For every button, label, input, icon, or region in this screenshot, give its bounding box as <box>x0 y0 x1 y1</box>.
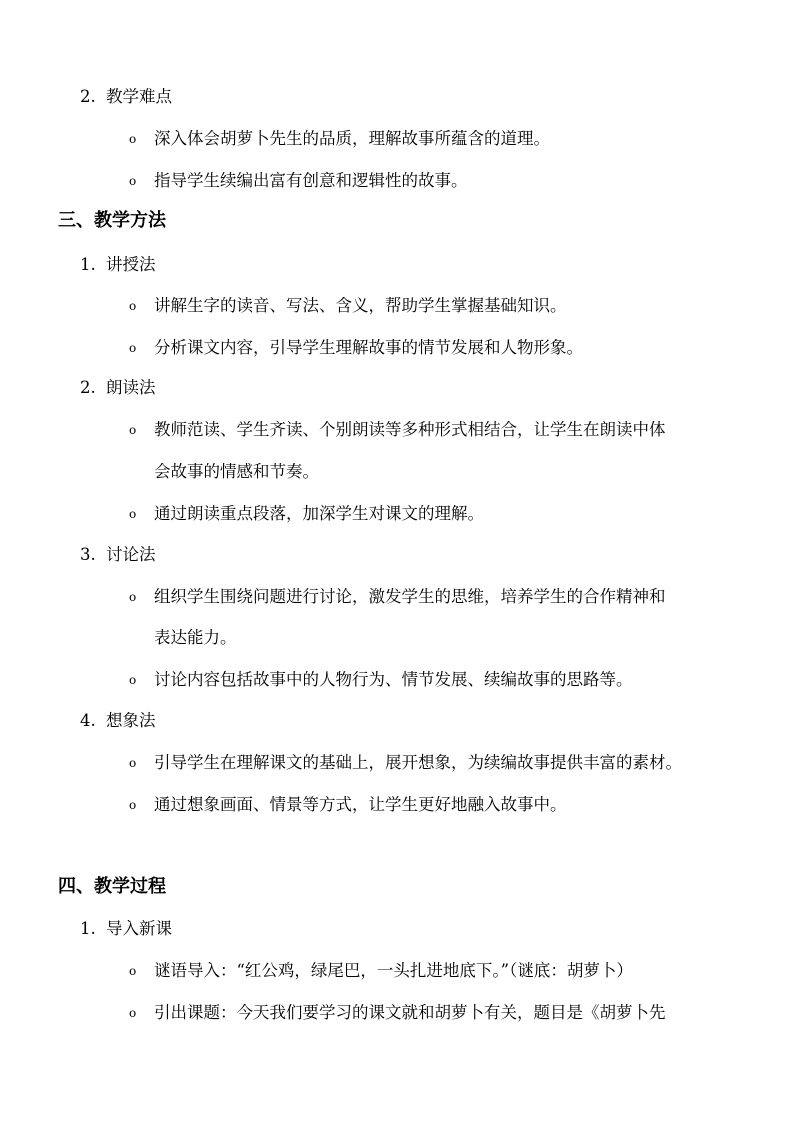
item-number: 2. <box>80 378 96 397</box>
bullet-icon: o <box>129 507 137 521</box>
bullet-icon: o <box>129 673 137 687</box>
item-number: 3. <box>80 545 96 564</box>
bullet-text: 教师范读、学生齐读、个别朗读等多种形式相结合，让学生在朗读中体 <box>154 420 666 439</box>
bullet-text: 引出课题：今天我们要学习的课文就和胡萝卜有关，题目是《胡萝卜先 <box>154 1003 666 1022</box>
item-label: 朗读法 <box>106 378 156 397</box>
bullet-text: 讨论内容包括故事中的人物行为、情节发展、续编故事的思路等。 <box>154 670 633 689</box>
bullet-text: 通过想象画面、情景等方式，让学生更好地融入故事中。 <box>154 795 567 814</box>
bullet-icon: o <box>129 756 137 770</box>
bullet-text: 谜语导入：“红公鸡，绿尾巴，一头扎进地底下。”（谜底：胡萝卜） <box>154 961 633 980</box>
item-label: 讲授法 <box>106 255 156 274</box>
bullet-text: 指导学生续编出富有创意和逻辑性的故事。 <box>154 171 468 190</box>
bullet-icon: o <box>129 798 137 812</box>
bullet-icon: o <box>129 174 137 188</box>
item-label: 教学难点 <box>106 87 172 106</box>
bullet-icon: o <box>129 132 137 146</box>
bullet-icon: o <box>129 341 137 355</box>
bullet-icon: o <box>129 1006 137 1020</box>
bullet-icon: o <box>129 590 137 604</box>
bullet-text: 表达能力。 <box>154 628 237 647</box>
section-heading: 四、教学过程 <box>58 876 166 897</box>
bullet-text: 分析课文内容，引导学生理解故事的情节发展和人物形象。 <box>154 338 583 357</box>
item-number: 4. <box>80 711 96 730</box>
bullet-icon: o <box>129 423 137 437</box>
section-heading: 三、教学方法 <box>58 210 166 231</box>
bullet-text: 深入体会胡萝卜先生的品质，理解故事所蕴含的道理。 <box>154 129 550 148</box>
item-number: 1. <box>80 919 96 938</box>
item-label: 想象法 <box>106 711 156 730</box>
bullet-icon: o <box>129 299 137 313</box>
item-label: 导入新课 <box>106 919 172 938</box>
bullet-text: 组织学生围绕问题进行讨论，激发学生的思维，培养学生的合作精神和 <box>154 587 666 606</box>
bullet-text: 会故事的情感和节奏。 <box>154 462 319 481</box>
item-number: 1. <box>80 255 96 274</box>
bullet-text: 引导学生在理解课文的基础上，展开想象，为续编故事提供丰富的素材。 <box>154 753 682 772</box>
bullet-text: 通过朗读重点段落，加深学生对课文的理解。 <box>154 504 484 523</box>
item-number: 2. <box>80 87 96 106</box>
item-label: 讨论法 <box>106 545 156 564</box>
bullet-text: 讲解生字的读音、写法、含义，帮助学生掌握基础知识。 <box>154 296 567 315</box>
bullet-icon: o <box>129 964 137 978</box>
